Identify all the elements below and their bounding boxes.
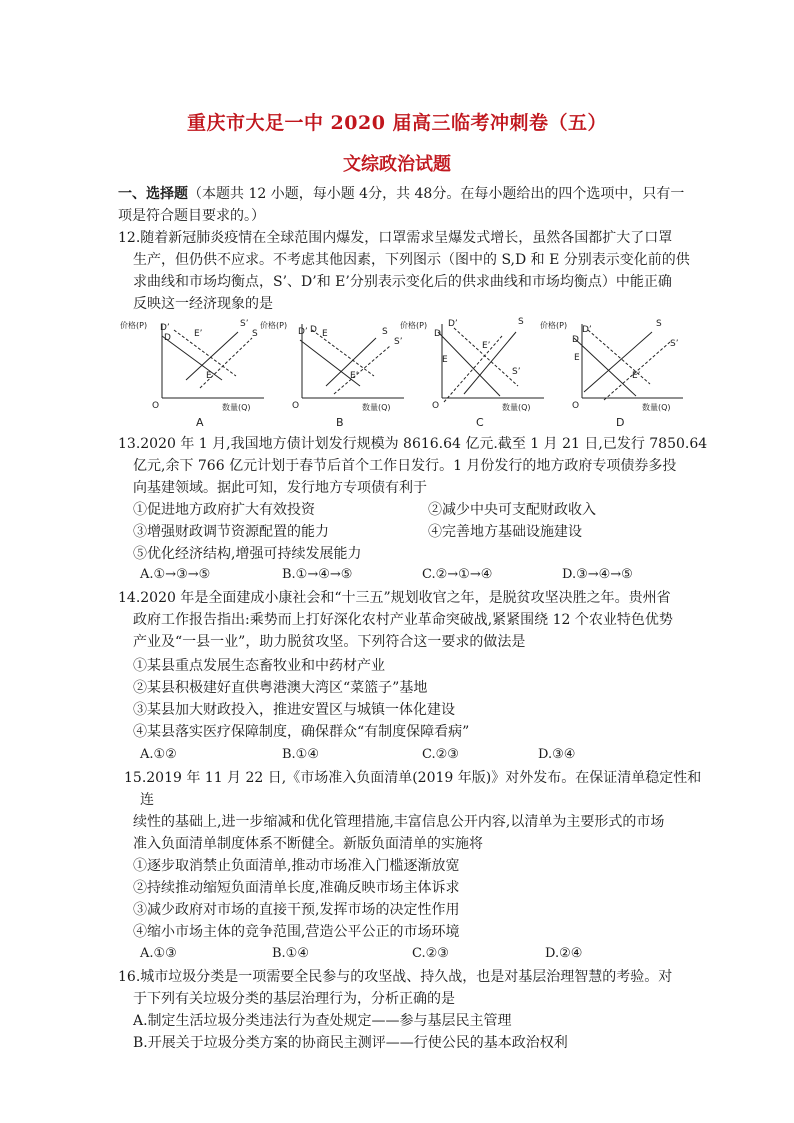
q13-line-1: 13.2020 年 1 月,我国地方债计划发行规模为 8616.64 亿元.截至 1 月 21 日,已发行 7850.64 (118, 436, 708, 452)
curve-label: E (322, 329, 328, 339)
q14-option-a: A.①② (140, 747, 177, 762)
q13-item-5: ⑤优化经济结构,增强可持续发展能力 (133, 546, 362, 562)
q14-option-c: C.②③ (422, 747, 459, 762)
q13-option-c: C.②→①→④ (422, 567, 493, 582)
q14-option-d: D.③④ (538, 747, 576, 762)
x-axis-label: 数量(Q) (502, 403, 531, 412)
panel-letter: C (476, 416, 484, 429)
q15-item-2: ②持续推动缩短负面清单长度,准确反映市场主体诉求 (133, 880, 460, 896)
q15-option-b: B.①④ (272, 946, 309, 961)
q15-line-3: 续性的基础上,进一步缩减和优化管理措施,丰富信息公开内容,以清单为主要形式的市场 (133, 814, 665, 830)
y-axis-label: 价格(P) (400, 321, 428, 330)
origin-label: O (152, 401, 160, 411)
q13-item-1: ①促进地方政府扩大有效投资 (133, 502, 315, 518)
origin-label: O (432, 401, 440, 411)
curve-label: D (310, 325, 317, 335)
exam-title: 重庆市大足一中 2020 届高三临考冲刺卷（五） (186, 112, 608, 134)
curve-label: S (382, 327, 388, 337)
panel-letter: B (336, 416, 344, 429)
q12-line-3: 求曲线和市场均衡点，S’、D’和 E’分别表示变化后的供求曲线和市场均衡点）中能正确 (133, 274, 672, 290)
diagram-panel-b (260, 320, 404, 429)
q12-line-4: 反映这一经济现象的是 (133, 296, 273, 312)
curve-label: E (574, 353, 580, 363)
q14-item-4: ④某县落实医疗保障制度，确保群众“有制度保障看病” (133, 724, 470, 740)
section-intro-line-1 (118, 184, 684, 204)
curve-label: E (442, 355, 448, 365)
section-heading: 一、选择题 (118, 186, 188, 202)
curve-label: S (252, 329, 258, 339)
diagram-panel-a (120, 319, 264, 429)
curve-label: D’ (298, 327, 308, 337)
q15-item-3: ③减少政府对市场的直接干预,发挥市场的决定性作用 (133, 902, 460, 918)
q13-line-2: 亿元,余下 766 亿元计划于春节后首个工作日发行。1 月份发行的地方政府专项债券多投 (133, 458, 677, 474)
q14-item-2: ②某县积极建好直供粤港澳大湾区“菜篮子”基地 (133, 680, 428, 696)
q13-item-2: ②减少中央可支配财政收入 (428, 502, 596, 518)
q12-line-2: 生产，但仍供不应求。不考虑其他因素，下列图示（图中的 S,D 和 E 分别表示变化前的供 (133, 252, 690, 268)
q15-item-1: ①逐步取消禁止负面清单,推动市场准入门槛逐渐放宽 (133, 858, 460, 874)
q14-line-1: 14.2020 年是全面建成小康社会和“十三五”规划收官之年，是脱贫攻坚决胜之年。贵州省 (118, 590, 671, 606)
curve-label: D’ (448, 319, 458, 329)
curve-solid (162, 336, 222, 380)
y-axis-label: 价格(P) (120, 321, 148, 330)
exam-subtitle: 文综政治试题 (343, 154, 451, 175)
curve-label: E’ (350, 371, 359, 381)
curve-solid (574, 338, 636, 396)
q13-item-4: ④完善地方基础设施建设 (428, 524, 582, 540)
q14-item-1: ①某县重点发展生态畜牧业和中药材产业 (133, 658, 385, 674)
q16-option-b: B.开展关于垃圾分类方案的协商民主测评——行使公民的基本政治权利 (133, 1035, 568, 1051)
q13-option-d: D.③→④→⑤ (562, 567, 633, 582)
panel-letter: D (616, 416, 625, 429)
curve-label: D (164, 333, 171, 343)
curve-dashed (444, 336, 502, 402)
origin-label: O (572, 401, 580, 411)
curve-label: E’ (482, 341, 491, 351)
x-axis-label: 数量(Q) (362, 403, 391, 412)
curve-label: S’ (512, 367, 521, 377)
q13-option-b: B.①→④→⑤ (282, 567, 353, 582)
q14-option-b: B.①④ (282, 747, 319, 762)
curve-label: S’ (240, 319, 249, 329)
curve-label: S’ (670, 339, 679, 349)
q13-option-a: A.①→③→⑤ (140, 567, 211, 582)
origin-label: O (292, 401, 300, 411)
supply-demand-diagrams (118, 312, 683, 430)
curve-label: S’ (394, 337, 403, 347)
q13-line-3: 向基建领域。据此可知，发行地方专项债有利于 (133, 480, 427, 496)
curve-dashed (174, 330, 236, 376)
q16-option-a: A.制定生活垃圾分类违法行为查处规定——参与基层民主管理 (133, 1013, 512, 1029)
curve-label: S (656, 319, 662, 329)
q14-item-3: ③某县加大财政投入，推进安置区与城镇一体化建设 (133, 702, 455, 718)
curve-label: D’ (582, 325, 592, 335)
x-axis-label: 数量(Q) (642, 403, 671, 412)
q15-option-c: C.②③ (412, 946, 449, 961)
curve-label: E’ (194, 329, 203, 339)
curve-dashed (588, 330, 650, 384)
q15-item-4: ④缩小市场主体的竞争范围,营造公平公正的市场环境 (133, 924, 460, 940)
curve-solid (584, 332, 652, 392)
q14-line-3: 产业及“一县一业”，助力脱贫攻坚。下列符合这一要求的做法是 (133, 634, 526, 650)
diagram-panel-c (400, 317, 544, 429)
q15-line-1: 15.2019 年 11 月 22 日,《市场准入负面清单(2019 年版)》对外发布。在保证清单稳定性和 (124, 770, 702, 786)
curve-label: S (518, 317, 524, 327)
curve-label: E’ (632, 371, 641, 381)
y-axis-label: 价格(P) (540, 321, 568, 330)
q15-line-4: 准入负面清单制度体系不断健全。新版负面清单的实施将 (133, 836, 483, 852)
q16-line-2: 于下列有关垃圾分类的基层治理行为，分析正确的是 (133, 991, 455, 1007)
x-axis-label: 数量(Q) (222, 403, 251, 412)
q15-option-d: D.②④ (545, 946, 583, 961)
curve-label: D’ (160, 323, 170, 333)
q16-line-1: 16.城市垃圾分类是一项需要全民参与的攻坚战、持久战，也是对基层治理智慧的考验。对 (118, 969, 673, 985)
q12-figure (118, 312, 683, 430)
q14-line-2: 政府工作报告指出:乘势而上打好深化农村产业革命突破战,紧紧围绕 12 个农业特色优势 (133, 612, 673, 628)
section-desc-2: 项是符合题目要求的。） (118, 208, 265, 224)
q15-line-2: 连 (140, 792, 154, 808)
curve-label: D (434, 329, 441, 339)
curve-dashed (454, 328, 518, 386)
curve-label: D (572, 335, 579, 345)
q12-line-1: 12.随着新冠肺炎疫情在全球范围内爆发，口罩需求呈爆发式增长，虽然各国都扩大了口罩 (118, 230, 673, 246)
q13-item-3: ③增强财政调节资源配置的能力 (133, 524, 329, 540)
panel-letter: A (196, 416, 204, 429)
section-desc-1: （本题共 12 小题，每小题 4分，共 48分。在每小题给出的四个选项中，只有一 (188, 186, 685, 202)
diagram-panel-d (540, 319, 683, 429)
y-axis-label: 价格(P) (260, 321, 288, 330)
q15-option-a: A.①③ (140, 946, 177, 961)
curve-label: E (206, 371, 212, 381)
